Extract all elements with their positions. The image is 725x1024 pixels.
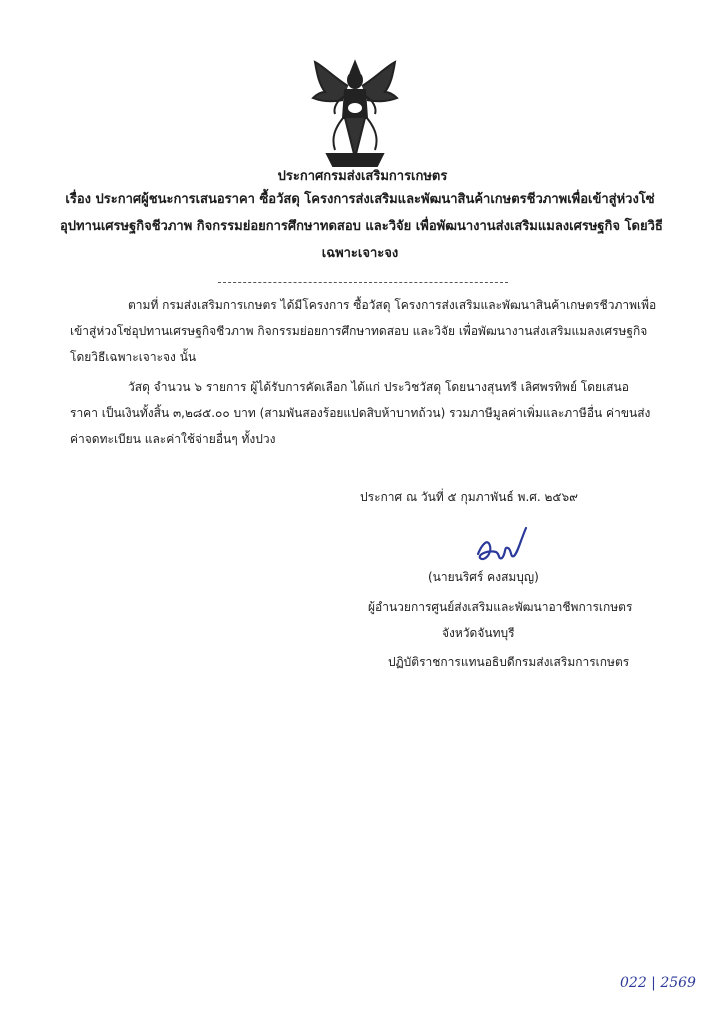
divider-line <box>218 282 508 283</box>
paragraph-line: ตามที่ กรมส่งเสริมการเกษตร ได้มีโครงการ ซื้อวัสดุ โครงการส่งเสริมและพัฒนาสินค้าเกษตรชีวภาพเพื่อ <box>128 298 657 312</box>
department-title: ประกาศกรมส่งเสริมการเกษตร <box>277 169 448 184</box>
signer-acting-role: ปฏิบัติราชการแทนอธิบดีกรมส่งเสริมการเกษตร <box>388 655 630 669</box>
handwritten-document-number: 022 | 2569 <box>620 975 696 991</box>
paragraph-line: วัสดุ จำนวน ๖ รายการ ผู้ได้รับการคัดเลือก ได้แก่ ประวิชวัสดุ โดยนางสุนทรี เลิศพรทิพย์ โดยเสนอ <box>128 380 629 394</box>
paragraph-line: เข้าสู่ห่วงโซ่อุปทานเศรษฐกิจชีวภาพ กิจกรรมย่อยการศึกษาทดสอบ และวิจัย เพื่อพัฒนางานส่งเสริมแมลงเศรษฐกิจ <box>70 324 648 338</box>
signer-province: จังหวัดจันทบุรี <box>442 626 515 640</box>
subject-heading <box>60 186 663 267</box>
subject-line: เฉพาะเจาะจง <box>321 246 399 261</box>
paragraph-winner <box>70 374 670 452</box>
paragraph-line: โดยวิธีเฉพาะเจาะจง นั้น <box>70 350 197 364</box>
subject-line: อุปทานเศรษฐกิจชีวภาพ กิจกรรมย่อยการศึกษาทดสอบ และวิจัย เพื่อพัฒนางานส่งเสริมแมลงเศรษฐกิจ โดยวิธี <box>60 219 663 234</box>
handwritten-signature <box>470 524 530 566</box>
paragraph-line: ค่าจดทะเบียน และค่าใช้จ่ายอื่นๆ ทั้งปวง <box>70 432 276 446</box>
paragraph-announcement <box>70 292 670 370</box>
garuda-emblem-icon <box>305 58 405 170</box>
subject-line: เรื่อง ประกาศผู้ชนะการเสนอราคา ซื้อวัสดุ โครงการส่งเสริมและพัฒนาสินค้าเกษตรชีวภาพเพื่อเข้าสู่ห่วงโซ่ <box>65 192 655 207</box>
signer-position: ผู้อำนวยการศูนย์ส่งเสริมและพัฒนาอาชีพการเกษตร <box>368 600 633 614</box>
signer-name: (นายนริศร์ คงสมบุญ) <box>428 570 539 584</box>
announcement-date: ประกาศ ณ วันที่ ๕ กุมภาพันธ์ พ.ศ. ๒๕๖๙ <box>360 490 578 504</box>
paragraph-line: ราคา เป็นเงินทั้งสิ้น ๓,๒๘๕.๐๐ บาท (สามพันสองร้อยแปดสิบห้าบาทถ้วน) รวมภาษีมูลค่าเพิ่มและภาษีอื่น ค่าขนส่ง <box>70 406 651 420</box>
